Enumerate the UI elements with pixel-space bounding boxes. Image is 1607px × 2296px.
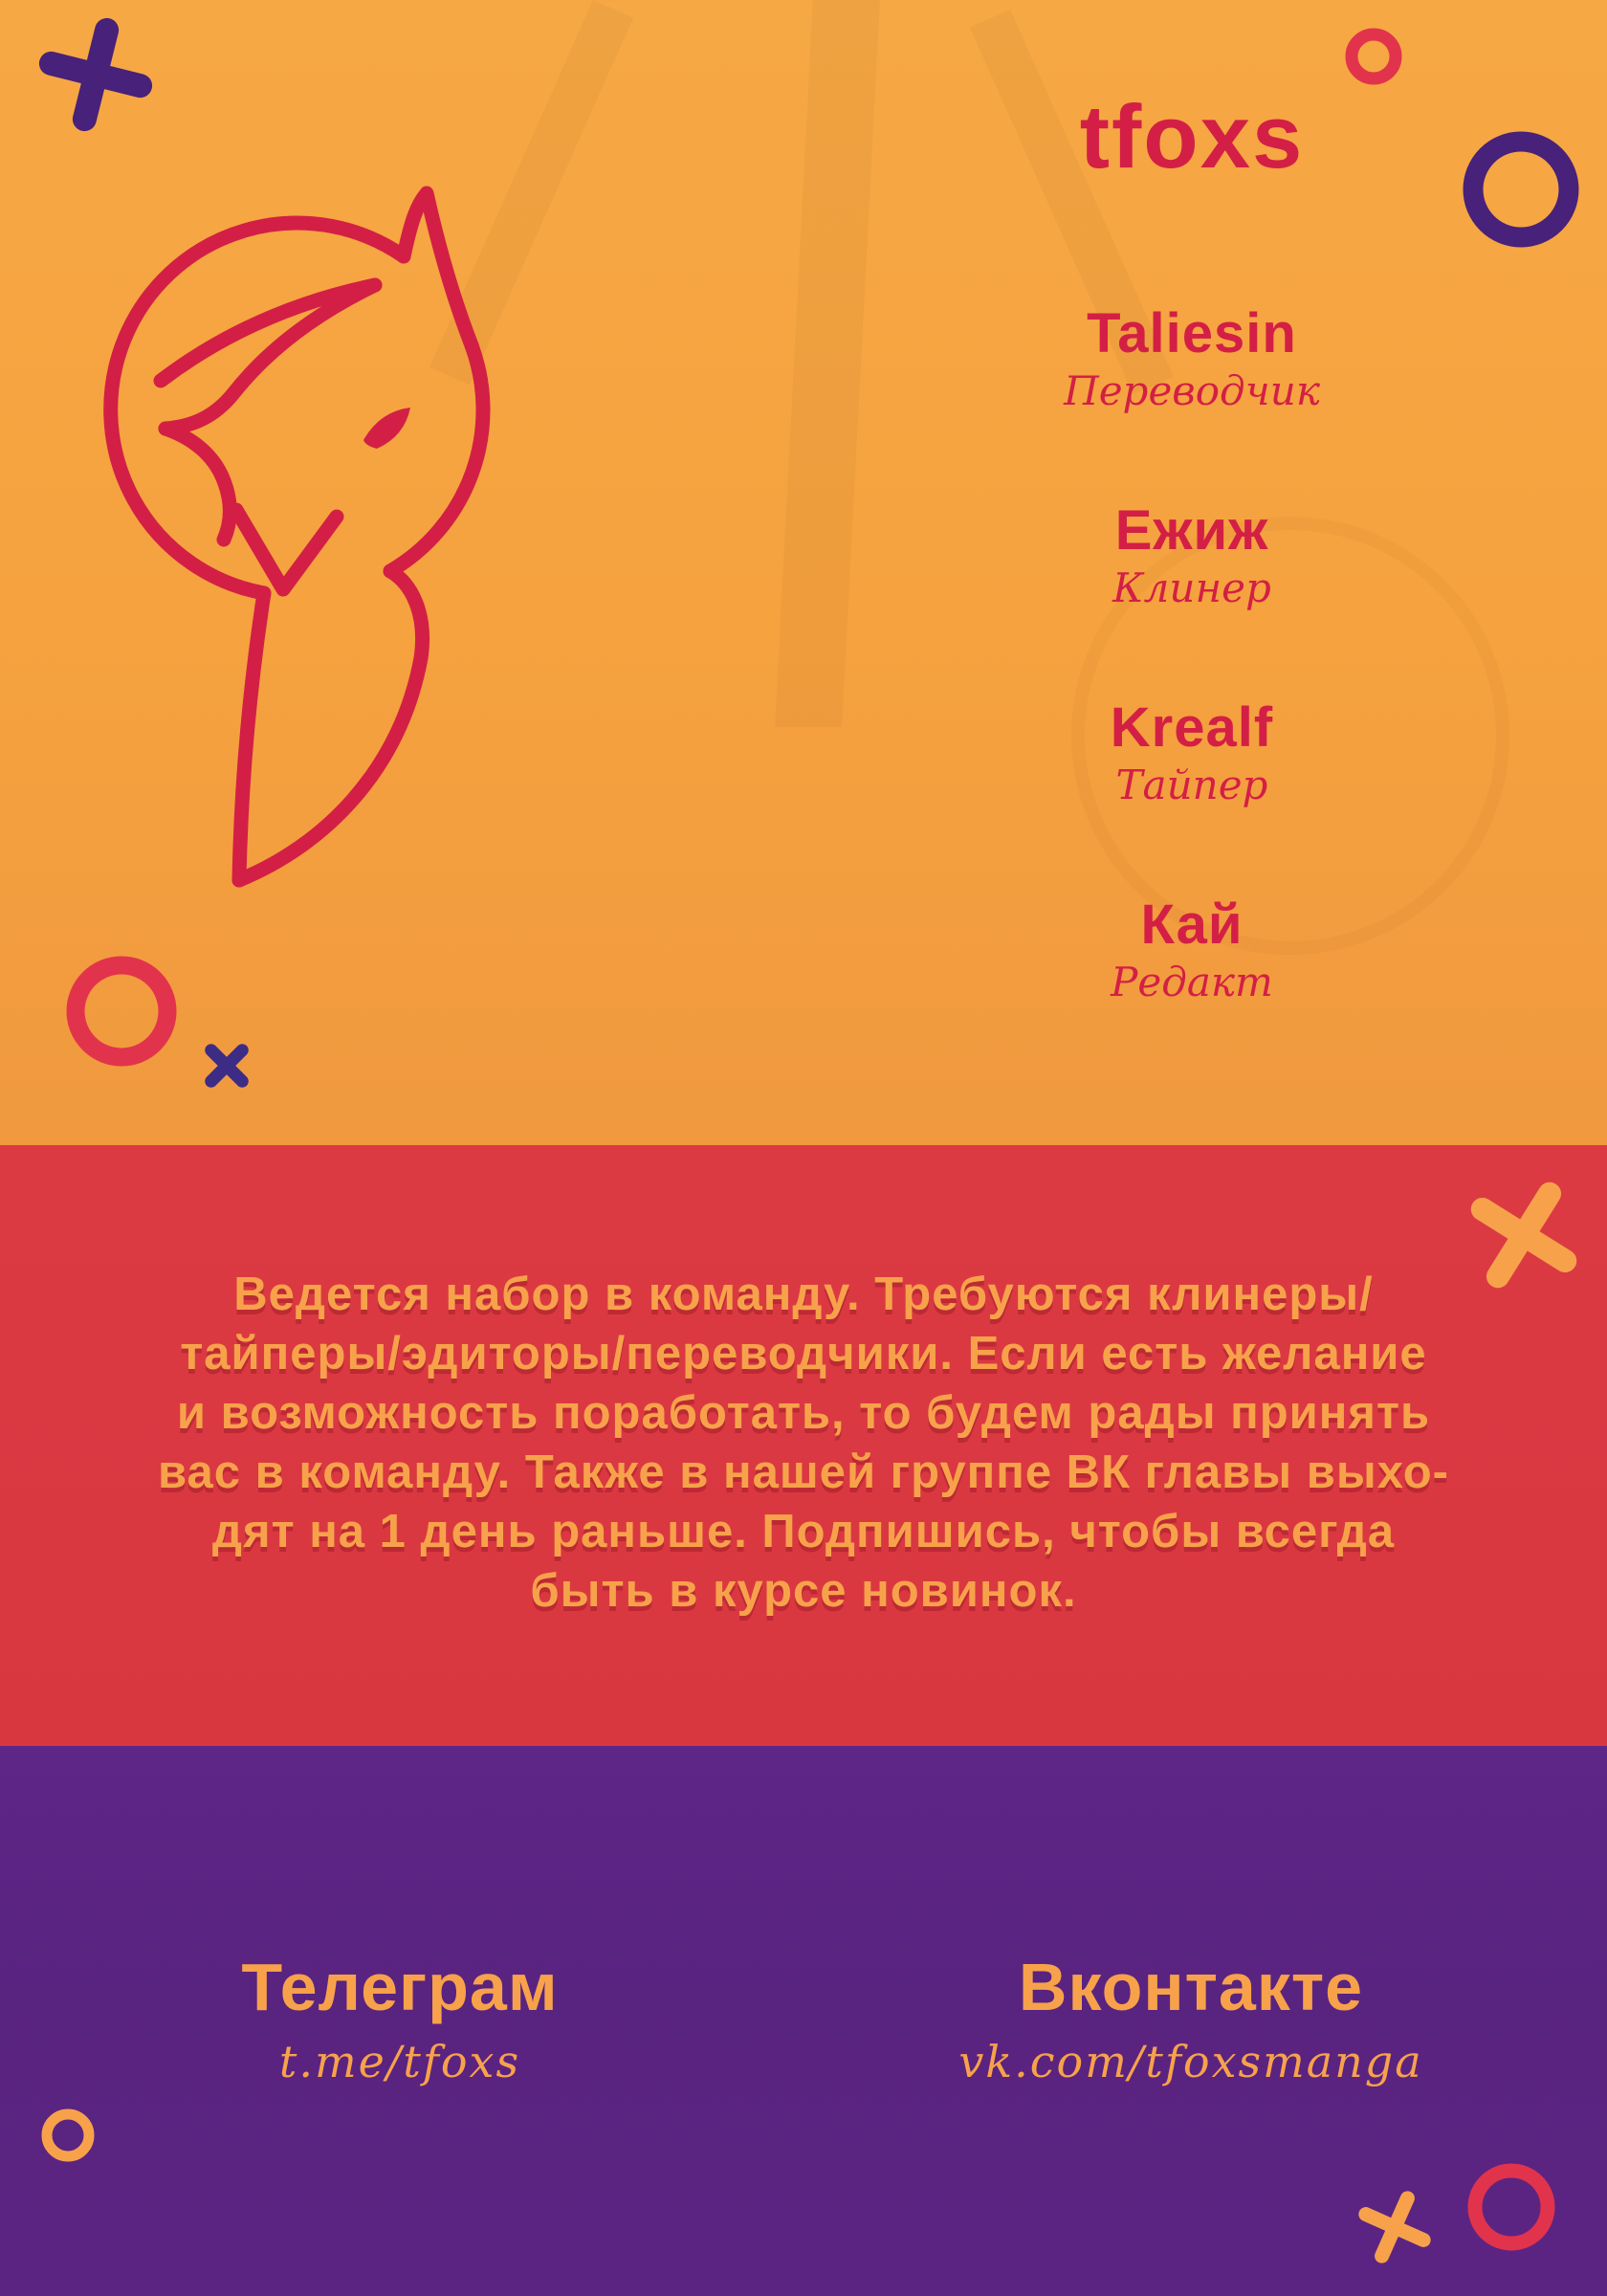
- ring-icon: [57, 947, 186, 1075]
- team-member: [957, 895, 1427, 1006]
- vk-block: [909, 1952, 1473, 2087]
- ring-icon: [1455, 123, 1587, 255]
- member-role: Переводчик: [1064, 367, 1320, 414]
- fox-logo-icon: [77, 142, 536, 936]
- member-role: Клинер: [1112, 564, 1271, 611]
- member-name: Krealf: [1110, 696, 1274, 759]
- recruitment-text: [86, 1265, 1521, 1621]
- recruitment-line: Ведется набор в команду. Требуются клинеры/: [233, 1269, 1374, 1320]
- member-name: Ежиж: [1114, 499, 1269, 562]
- ring-icon: [36, 2104, 99, 2167]
- team-list: [957, 304, 1427, 1093]
- recruitment-line: вас в команду. Также в нашей группе ВК главы выхо-: [158, 1446, 1449, 1498]
- member-name: Taliesin: [1087, 302, 1297, 364]
- vk-label: Вконтакте: [1018, 1950, 1364, 2024]
- recruitment-line: тайперы/эдиторы/переводчики. Если есть желание: [180, 1328, 1427, 1380]
- background-texture: [775, 0, 880, 727]
- telegram-link[interactable]: t.me/tfoxs: [278, 2036, 521, 2087]
- telegram-label: Телеграм: [241, 1950, 559, 2024]
- member-role: Редакт: [1111, 959, 1273, 1005]
- ring-icon: [1461, 2156, 1562, 2258]
- recruitment-line: дят на 1 день раньше. Подпишись, чтобы всегда: [211, 1506, 1396, 1557]
- team-member: [957, 698, 1427, 809]
- vk-link[interactable]: vk.com/tfoxsmanga: [958, 2036, 1423, 2087]
- member-name: Кай: [1140, 894, 1244, 956]
- team-member: [957, 304, 1427, 415]
- recruitment-line: и возможность поработать, то будем рады принять: [176, 1387, 1431, 1439]
- team-member: [957, 501, 1427, 612]
- recruitment-line: быть в курсе новинок.: [530, 1565, 1077, 1617]
- page-title: tfoxs: [1079, 86, 1305, 187]
- ring-icon: [1341, 24, 1406, 89]
- member-role: Тайпер: [1115, 762, 1268, 808]
- telegram-block: [118, 1952, 682, 2087]
